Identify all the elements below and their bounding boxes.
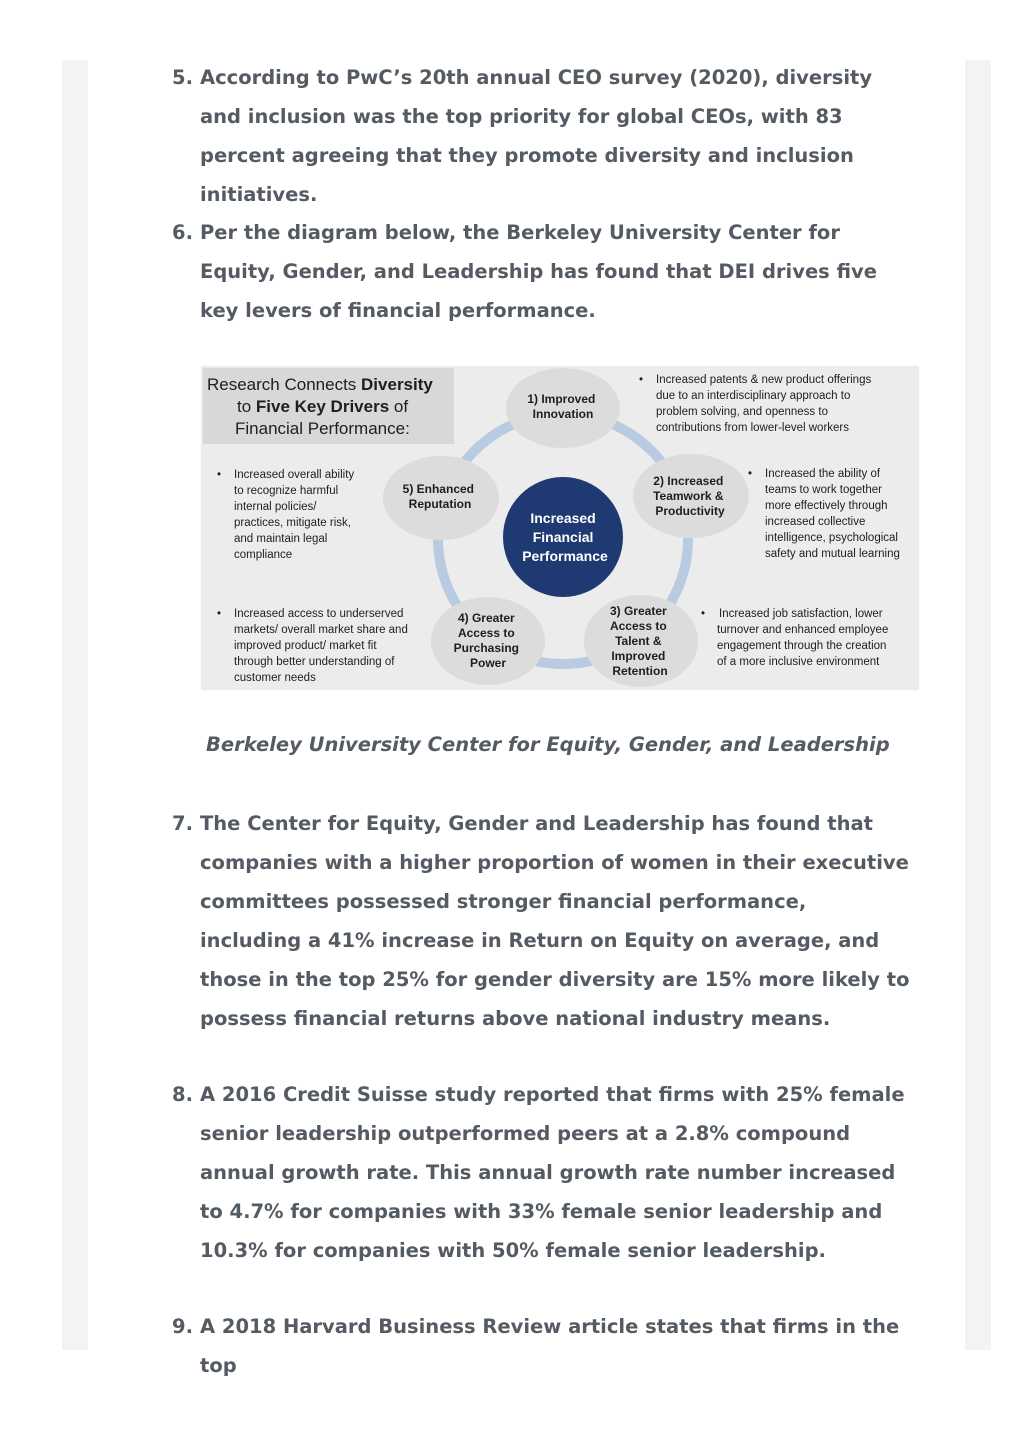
node-reputation-label: 5) Enhanced Reputation: [402, 482, 475, 511]
list-item: [172, 1075, 912, 1270]
center-label: Increased Financial Performance: [522, 510, 608, 564]
list-number: 6.: [172, 221, 193, 244]
svg-text:•: •: [639, 374, 644, 386]
list-item: [172, 1307, 912, 1385]
list-number: 9.: [172, 1315, 193, 1338]
list-text: According to PwC’s 20th annual CEO survey (2020), diversity and inclusion was the top priority for global CEOs, with 83 percent agreeing that they promote diversity and inclusion initiatives.: [200, 66, 873, 206]
svg-text:Increased the ability of: Increased the ability of teams to work together more effectively through increased collective intelligence, psychological safety and mutual learning: [765, 468, 900, 560]
node-talent-label: 3) Greater Access to Talent & Improved Retention: [609, 604, 668, 678]
diagram-title-line1: Research Connects Diversity: [207, 375, 433, 394]
node-innovation-label: 1) Improved Innovation: [527, 392, 596, 421]
svg-text:Research Connects Diversity: [207, 375, 438, 438]
list-number: 8.: [172, 1083, 193, 1106]
svg-text:•: •: [217, 608, 222, 620]
svg-text:•: •: [748, 468, 753, 480]
drivers-diagram: [201, 366, 919, 690]
list-text: Per the diagram below, the Berkeley University Center for Equity, Gender, and Leadership has found that DEI drives five key levers of financial performance.: [200, 221, 877, 322]
list-item: [172, 804, 912, 1038]
list-item: [172, 213, 912, 330]
svg-text:Increased patents & new produc: Increased patents & new product offerings due to an interdisciplinary approach to problem solving, and openness to contributions from lower-level workers: [656, 374, 872, 434]
list-text: The Center for Equity, Gender and Leadership has found that companies with a higher proportion of women in their executive committees possessed stronger financial performance, including a 41% increase in Return on Equity on average, and those in the top 25% for gender diversity are 15% more likely to possess financial returns above national industry means.: [200, 812, 910, 1030]
svg-text:•: •: [701, 608, 706, 620]
diagram-title-line3: Financial Performance:: [235, 419, 410, 438]
node-purchasing-label: 4) Greater Access to Purchasing Power: [453, 611, 520, 670]
svg-text:•: •: [217, 469, 222, 481]
list-number: 7.: [172, 812, 193, 835]
list-text: A 2018 Harvard Business Review article states that firms in the top: [200, 1315, 900, 1377]
list-item: [172, 58, 912, 214]
figure-caption: Berkeley University Center for Equity, Gender, and Leadership: [206, 733, 890, 756]
list-number: 5.: [172, 66, 193, 89]
diagram-title-line2: to Five Key Drivers of: [237, 397, 409, 416]
right-margin-bar: [965, 60, 991, 1350]
svg-text:Increased access to underserve: Increased access to underserved markets/ overall market share and improved product/ market fit through better understanding of customer needs: [234, 608, 408, 684]
svg-text:Increased overall ability: Increased overall ability to recognize harmful internal policies/ practices, mitigate risk, and maintain legal compliance: [234, 469, 355, 561]
left-margin-bar: [62, 60, 88, 1350]
list-text: A 2016 Credit Suisse study reported that firms with 25% female senior leadership outperformed peers at a 2.8% compound annual growth rate. This annual growth rate number increased to 4.7% for companies with 33% female senior leadership and 10.3% for companies with 50% female senior leadership.: [200, 1083, 905, 1262]
svg-text:Increased job satisfaction, lo: Increased job satisfaction, lower turnover and enhanced employee engagement through the creation of a more inclusive environment: [717, 608, 889, 668]
node-teamwork-label: 2) Increased Teamwork & Productivity: [653, 474, 725, 518]
